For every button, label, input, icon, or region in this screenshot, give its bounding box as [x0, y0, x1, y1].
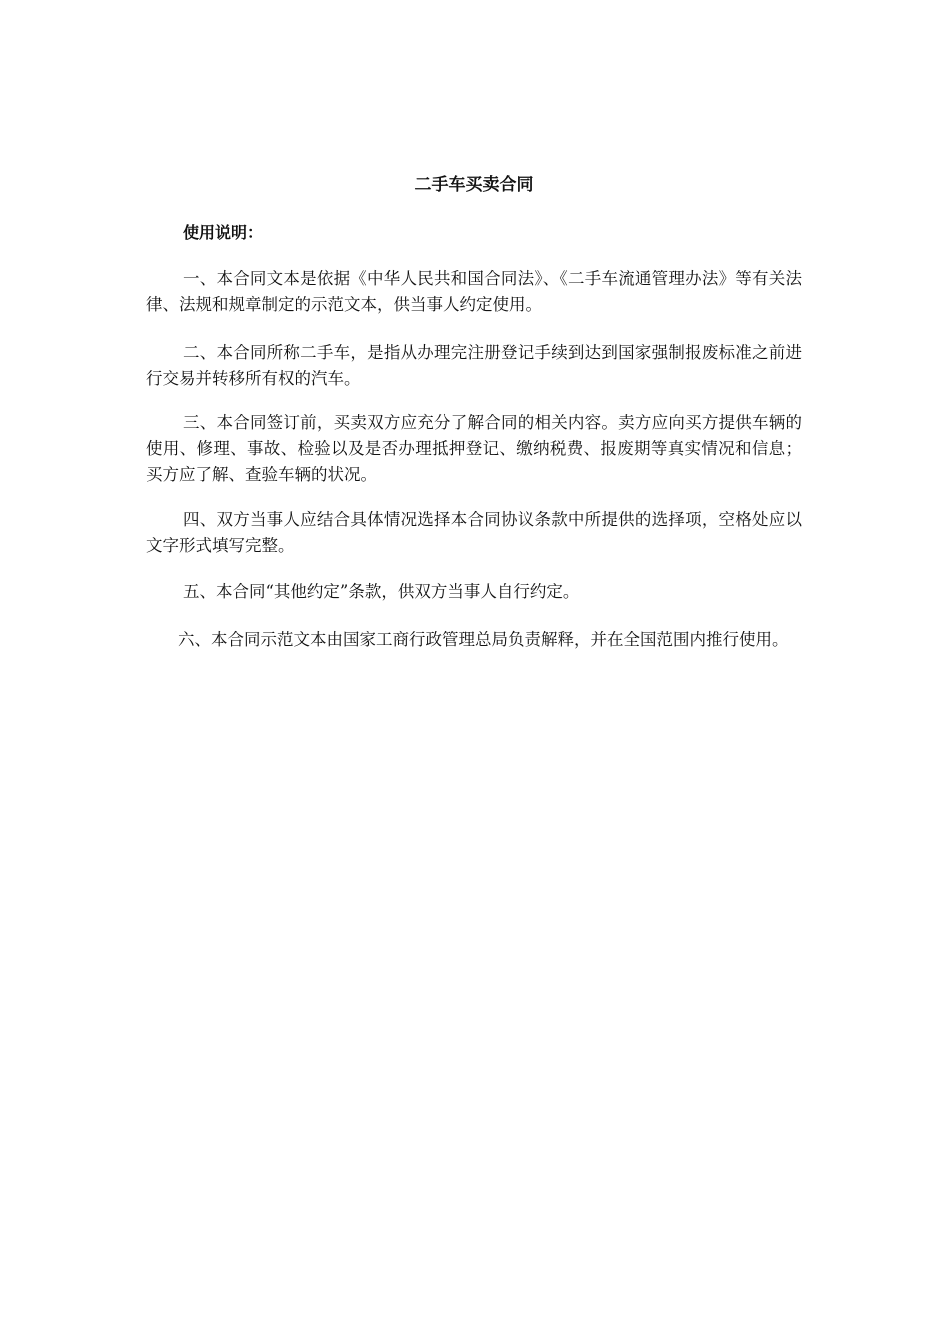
instruction-paragraph-2: 二、本合同所称二手车，是指从办理完注册登记手续到达到国家强制报废标准之前进行交易并转移所有权的汽车。: [146, 343, 802, 388]
instruction-paragraph-5: 五、本合同“其他约定”条款，供双方当事人自行约定。: [183, 582, 580, 601]
instruction-paragraph-3: 三、本合同签订前，买卖双方应充分了解合同的相关内容。卖方应向买方提供车辆的使用、修理、事故、检验以及是否办理抵押登记、缴纳税费、报废期等真实情况和信息；买方应了解、查验车辆的状况。: [146, 413, 802, 484]
instruction-paragraph-6: 六、本合同示范文本由国家工商行政管理总局负责解释，并在全国范围内推行使用。: [178, 630, 789, 649]
instruction-paragraph-1: 一、本合同文本是依据《中华人民共和国合同法》、《二手车流通管理办法》等有关法律、法规和规章制定的示范文本，供当事人约定使用。: [146, 269, 802, 314]
instruction-paragraph-4: 四、双方当事人应结合具体情况选择本合同协议条款中所提供的选择项，空格处应以文字形式填写完整。: [146, 510, 802, 555]
instructions-heading: 使用说明：: [183, 223, 264, 242]
document-title: 二手车买卖合同: [414, 175, 534, 195]
